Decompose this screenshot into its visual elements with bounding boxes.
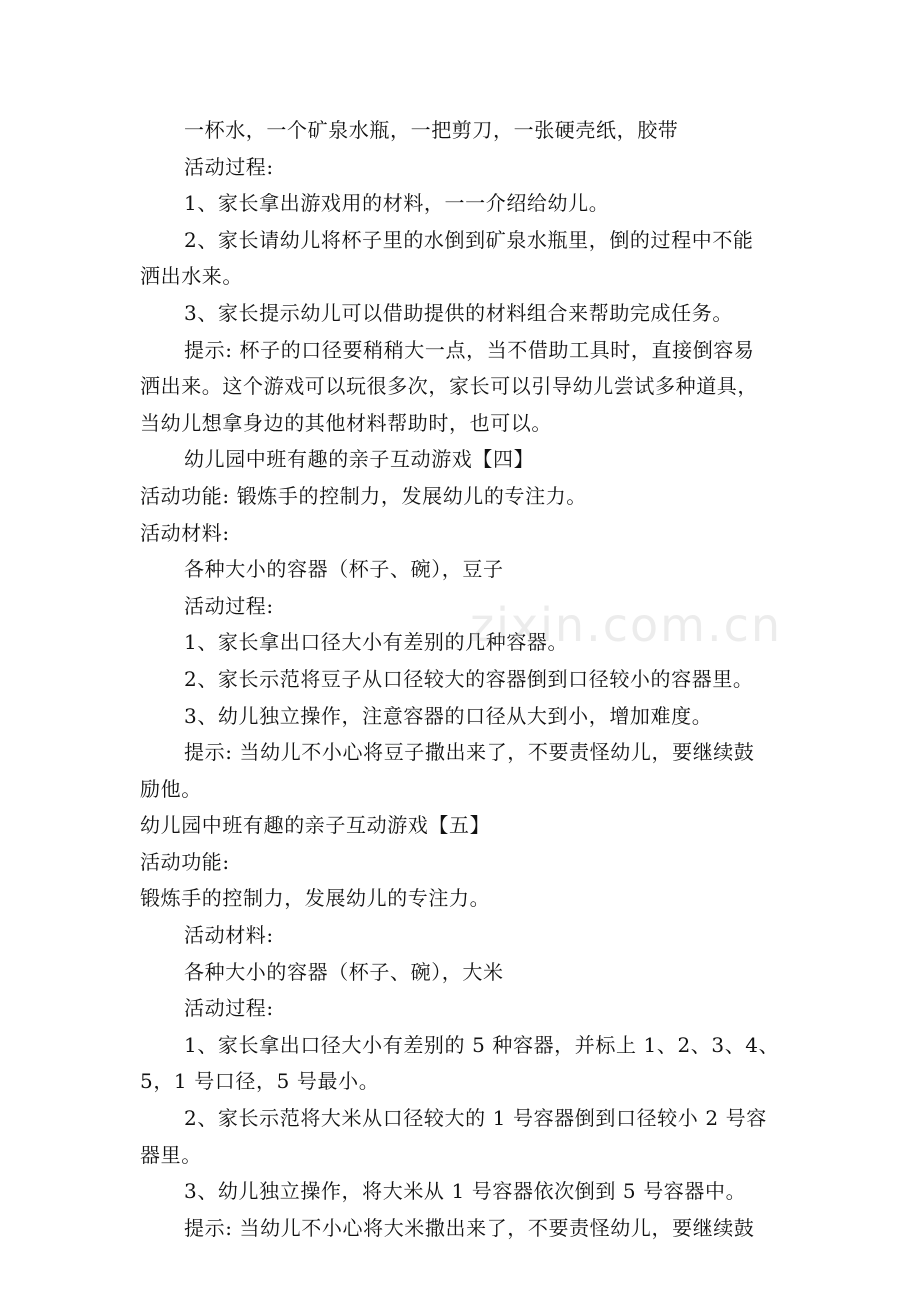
materials-line-4: 各种大小的容器（杯子、碗），豆子 (184, 557, 504, 582)
function-line-5: 锻炼手的控制力，发展幼儿的专注力。 (140, 886, 491, 911)
step-3-2: 2、家长请幼儿将杯子里的水倒到矿泉水瓶里，倒的过程中不能 (184, 227, 754, 252)
process-heading-3: 活动过程: (184, 154, 274, 179)
tip-3-cont-2: 当幼儿想拿身边的其他材料帮助时，也可以。 (140, 410, 552, 435)
step-5-1: 1、家长拿出口径大小有差别的 5 种容器，并标上 1、2、3、4、 (184, 1032, 780, 1057)
step-4-1: 1、家长拿出口径大小有差别的几种容器。 (184, 630, 569, 655)
step-5-1-cont: 5，1 号口径，5 号最小。 (140, 1069, 380, 1094)
materials-heading-5: 活动材料: (184, 923, 274, 948)
section-title-5: 幼儿园中班有趣的亲子互动游戏【五】 (140, 813, 491, 838)
tip-3-cont-1: 洒出来。这个游戏可以玩很多次，家长可以引导幼儿尝试多种道具， (140, 374, 758, 399)
step-3-1: 1、家长拿出游戏用的材料，一一介绍给幼儿。 (184, 191, 610, 216)
process-heading-4: 活动过程: (184, 593, 274, 618)
function-line-4: 活动功能: 锻炼手的控制力，发展幼儿的专注力。 (140, 483, 587, 508)
step-4-2: 2、家长示范将豆子从口径较大的容器倒到口径较小的容器里。 (184, 666, 754, 691)
materials-heading-4: 活动材料: (140, 520, 230, 545)
watermark: zixin.com.cn (470, 598, 783, 652)
document-body (0, 112, 920, 1246)
step-5-3: 3、幼儿独立操作，将大米从 1 号容器依次倒到 5 号容器中。 (184, 1179, 747, 1204)
materials-line-3: 一杯水，一个矿泉水瓶，一把剪刀，一张硬壳纸，胶带 (184, 118, 679, 142)
section-title-4: 幼儿园中班有趣的亲子互动游戏【四】 (184, 447, 535, 472)
materials-line-5: 各种大小的容器（杯子、碗），大米 (184, 959, 504, 984)
step-5-2: 2、家长示范将大米从口径较大的 1 号容器倒到口径较小 2 号容 (184, 1106, 767, 1131)
function-heading-5: 活动功能: (140, 849, 230, 874)
tip-4: 提示: 当幼儿不小心将豆子撒出来了，不要责怪幼儿，要继续鼓 (184, 740, 755, 765)
process-heading-5: 活动过程: (184, 996, 274, 1021)
step-5-2-cont: 器里。 (140, 1142, 202, 1167)
step-3-2-cont: 洒出水来。 (140, 264, 243, 289)
step-3-3: 3、家长提示幼儿可以借助提供的材料组合来帮助完成任务。 (184, 300, 733, 325)
tip-3: 提示: 杯子的口径要稍稍大一点，当不借助工具时，直接倒容易 (184, 337, 755, 362)
step-4-3: 3、幼儿独立操作，注意容器的口径从大到小，增加难度。 (184, 703, 713, 728)
tip-5: 提示: 当幼儿不小心将大米撒出来了，不要责怪幼儿，要继续鼓 (184, 1215, 755, 1240)
tip-4-cont: 励他。 (140, 776, 202, 801)
